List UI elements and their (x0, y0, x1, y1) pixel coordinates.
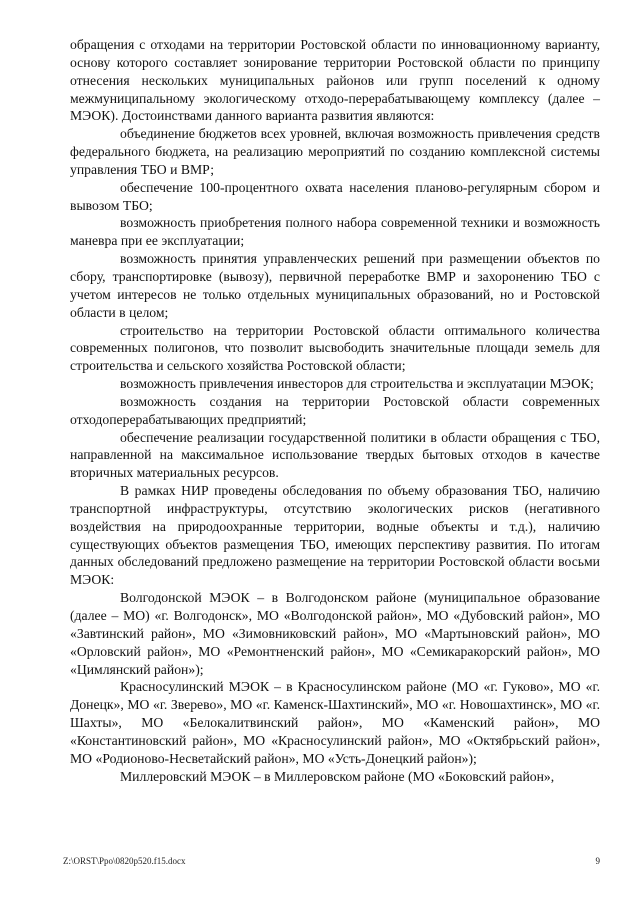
body-text (70, 36, 600, 785)
list-item-policy: обеспечение реализации государственной политики в области обращения с ТБО, направленной на максимальное использование твердых бытовых отходов в качестве вторичных материальных ресурсов. (70, 429, 600, 481)
paragraph-volgodonsk: Волгодонской МЭОК – в Волгодонском районе (муниципальное образование (далее – МО) «г. Волгодонск», МО «Волгодонской район», МО «Дубовский район», МО «Завтинский район», МО «Зимовниковский район», МО «Мартыновский район», МО «Орловский район», МО «Ремонтненский район», МО «Семикаракорский район», МО «Цимлянский район»); (70, 590, 600, 677)
page-footer (0, 856, 640, 870)
page-number: 9 (595, 856, 600, 866)
footer-file-path: Z:\ORST\Ppo\0820p520.f15.docx (63, 856, 186, 866)
paragraph-continuation: обращения с отходами на территории Ростовской области по инновационному варианту, основу которого составляет зонирование территории Ростовской области по принципу отнесения нескольких муниципальных районов или групп поселений к одному межмуниципальному экологическому отходо-перерабатывающему комплексу (далее – МЭОК). Достоинствами данного варианта развития являются: (70, 37, 600, 124)
list-item-equipment: возможность приобретения полного набора современной техники и возможность маневра при ее эксплуатации; (70, 215, 600, 249)
list-item-landfills: строительство на территории Ростовской области оптимального количества современных полигонов, что позволит высвободить значительные площади земель для строительства и сельского хозяйства Ростовской области; (70, 322, 600, 374)
list-item-plants: возможность создания на территории Ростовской области современных отходоперерабатывающих предприятий; (70, 393, 600, 427)
paragraph-research: В рамках НИР проведены обследования по объему образования ТБО, наличию транспортной инфраструктуры, отсутствию экологических рисков (негативного воздействия на природоохранные территории, водные объекты и т.д.), наличию существующих объектов размещения ТБО, имеющих перспективу развития. По итогам данных обследований предложено размещение на территории Ростовской области восьми МЭОК: (70, 483, 600, 588)
list-item-budget: объединение бюджетов всех уровней, включая возможность привлечения средств федерального бюджета, на реализацию мероприятий по созданию комплексной системы управления ТБО и ВМР; (70, 126, 600, 177)
list-item-investors: возможность привлечения инвесторов для строительства и эксплуатации МЭОК; (120, 376, 594, 392)
list-item-decisions: возможность принятия управленческих решений при размещении объектов по сбору, транспортировке (вывозу), первичной переработке ВМР и захоронению ТБО с учетом интересов не только отдельных муниципальных образований, но и Ростовской области в целом; (70, 251, 600, 320)
list-item-coverage: обеспечение 100-процентного охвата населения планово-регулярным сбором и вывозом ТБО; (70, 179, 600, 213)
paragraph-millerovo: Миллеровский МЭОК – в Миллеровском районе (МО «Боковский район», (120, 768, 555, 784)
paragraph-krasnosulinsk: Красносулинский МЭОК – в Красносулинском районе (МО «г. Гуково», МО «г. Донецк», МО «г. Зверево», МО «г. Каменск-Шахтинский», МО «г. Новошахтинск», МО «г. Шахты», МО «Белокалитвинский район», МО «Каменский район», МО «Константиновский район», МО «Красносулинский район», МО «Октябрьский район», МО «Родионово-Несветайский район», МО «Усть-Донецкий район»); (70, 679, 600, 766)
